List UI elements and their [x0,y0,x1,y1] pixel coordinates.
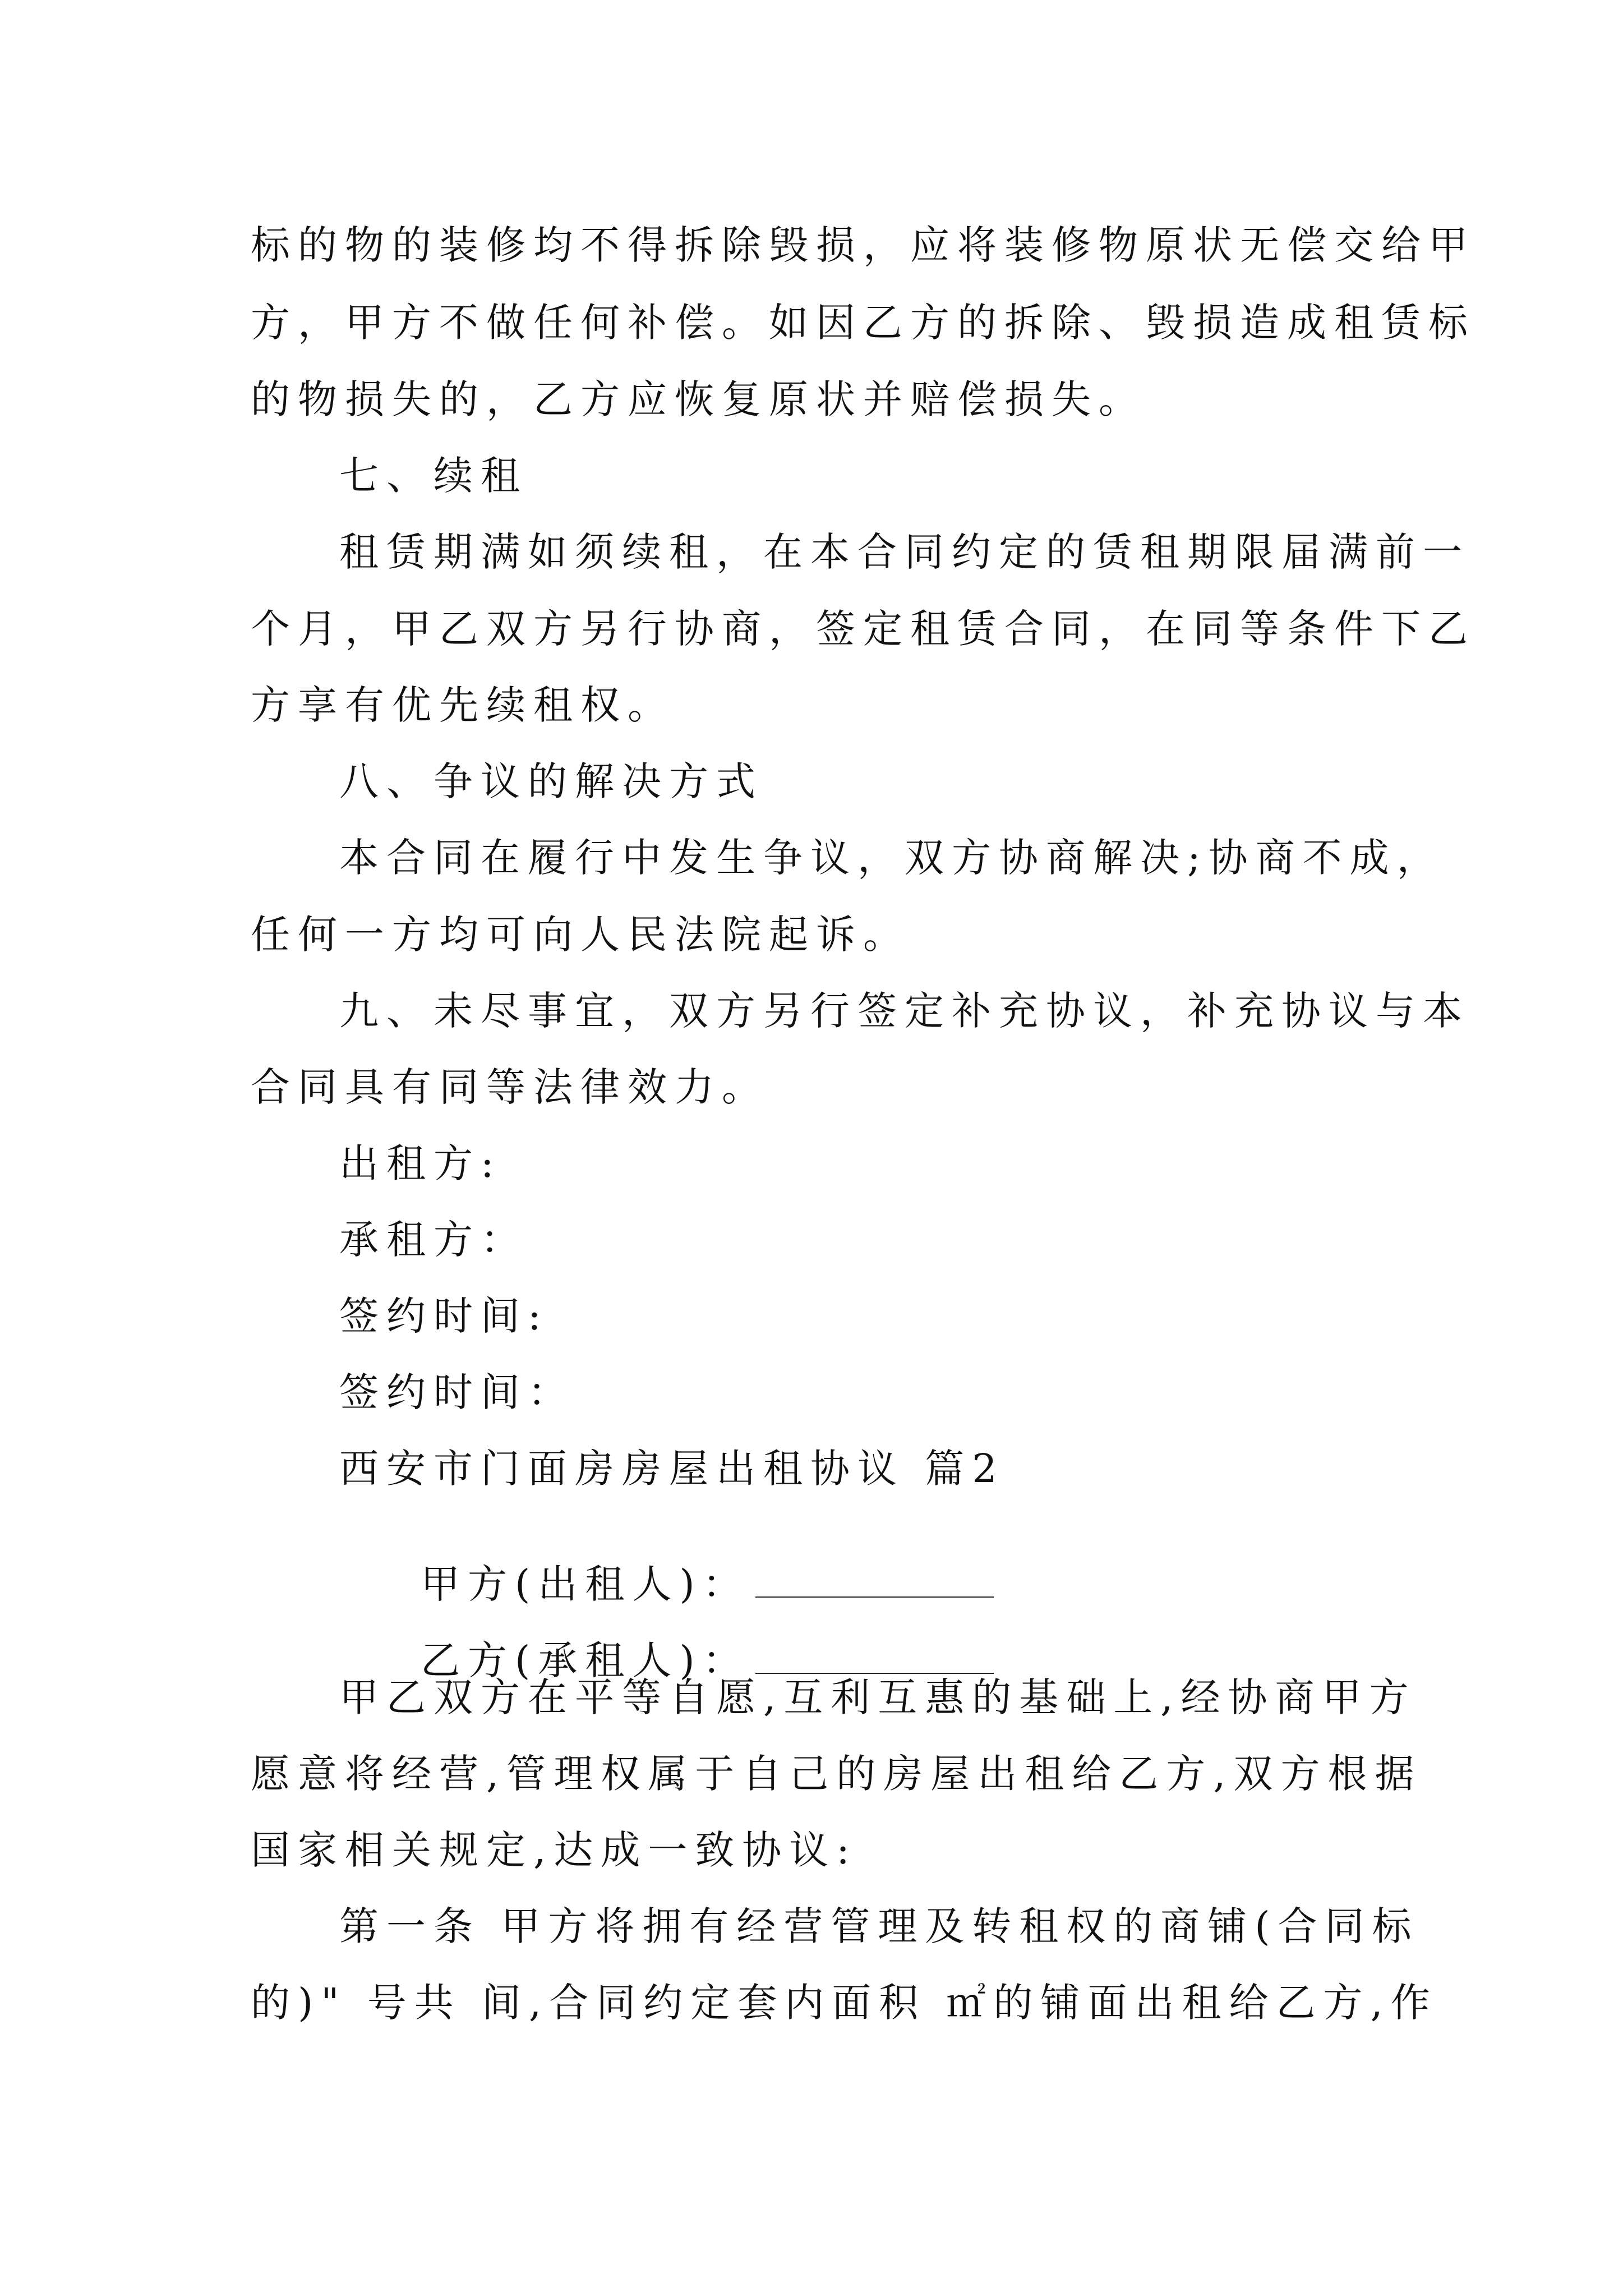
paragraph-line: 方享有优先续租权。 [251,682,675,728]
party-a-label: 甲方(出租人)： [421,1561,750,1607]
party-b-label: 乙方(承租人)： [421,1637,750,1683]
paragraph-line: 任何一方均可向人民法院起诉。 [251,912,910,958]
paragraph-line: 本合同在履行中发生争议，双方协商解决;协商不成， [339,835,1444,881]
paragraph-line: 甲乙双方在平等自愿,互利互惠的基础上,经协商甲方 [339,1674,1417,1720]
lessor-signature-label: 出租方: [339,1140,502,1186]
paragraph-line: 合同具有同等法律效力。 [251,1064,769,1110]
lessee-signature-label: 承租方： [339,1217,528,1263]
section-heading: 八、争议的解决方式 [339,758,763,804]
paragraph-line: 的)" 号共 间,合同约定套内面积 ㎡的铺面出租给乙方,作 [251,1980,1438,2026]
signing-date-label: 签约时间： [339,1369,575,1415]
party-b-blank [755,1673,994,1674]
party-a-blank [755,1596,994,1598]
agreement-title: 西安市门面房房屋出租协议 篇2 [339,1446,1005,1492]
paragraph-line: 个月，甲乙双方另行协商，签定租赁合同，在同等条件下乙 [251,606,1476,652]
paragraph-line: 九、未尽事宜，双方另行签定补充协议，补充协议与本 [339,988,1470,1034]
section-heading: 七、续租 [339,453,528,499]
paragraph-line: 标的物的装修均不得拆除毁损，应将装修物原状无偿交给甲 [251,222,1476,268]
paragraph-line: 租赁期满如须续租，在本合同约定的赁租期限届满前一 [339,529,1470,575]
paragraph-line: 愿意将经营,管理权属于自己的房屋出租给乙方,双方根据 [251,1751,1422,1797]
paragraph-line: 方，甲方不做任何补偿。如因乙方的拆除、毁损造成租赁标 [251,300,1476,346]
paragraph-line: 第一条 甲方将拥有经营管理及转租权的商铺(合同标 [339,1903,1419,1949]
signing-date-label: 签约时间: [339,1293,549,1339]
paragraph-line: 的物损失的，乙方应恢复原状并赔偿损失。 [251,376,1146,422]
paragraph-line: 国家相关规定,达成一致协议: [251,1827,857,1873]
